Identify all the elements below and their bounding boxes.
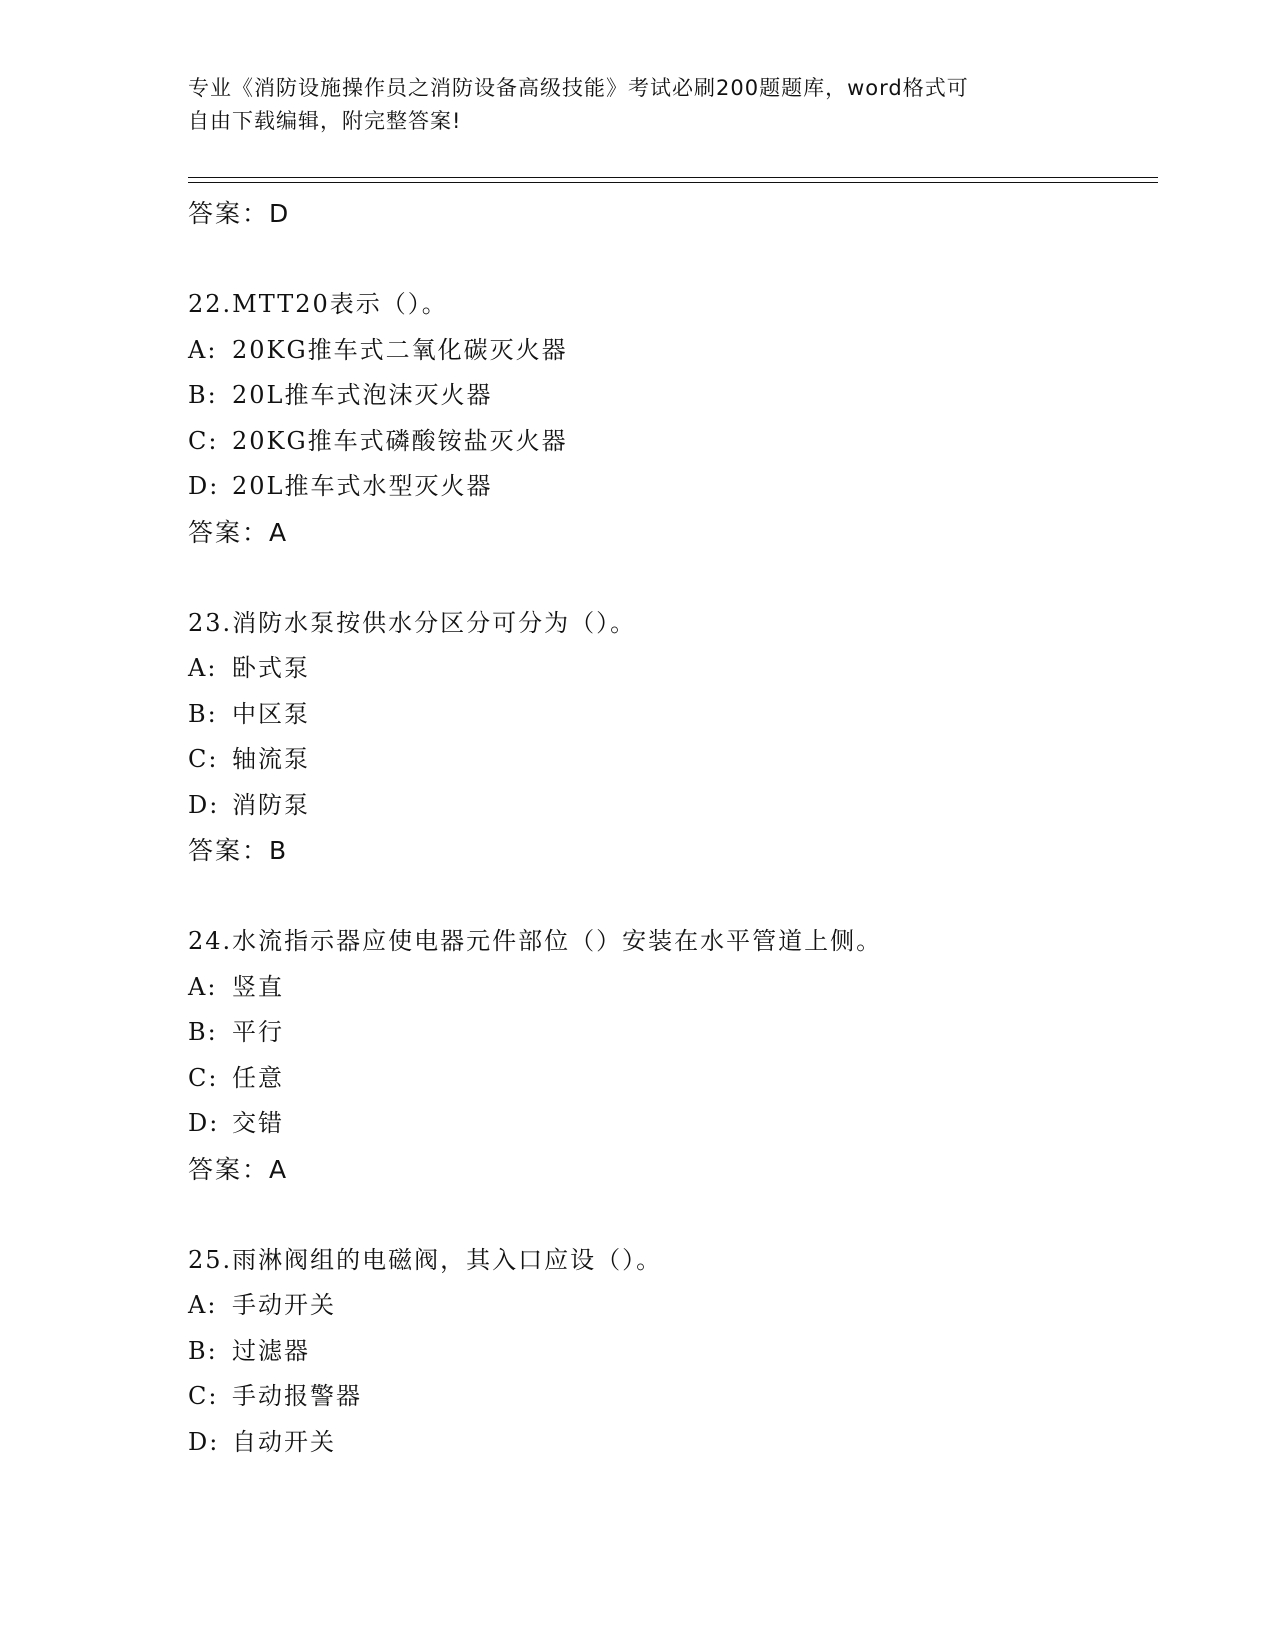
question-stem: 25.雨淋阀组的电磁阀，其入口应设（）。 <box>188 1245 663 1274</box>
document-header <box>188 72 1088 138</box>
option-text: 中区泵 <box>232 699 310 728</box>
question-block <box>188 282 1168 555</box>
option-prefix: C: <box>188 1382 219 1410</box>
question-stem: 22.MTT20表示（）。 <box>188 290 448 318</box>
spacer <box>188 1192 1168 1238</box>
spacer <box>188 874 1168 920</box>
option-text: 自动开关 <box>232 1427 336 1456</box>
option-text: 手动开关 <box>232 1291 336 1319</box>
option-a <box>188 328 1168 374</box>
option-text: 竖直 <box>232 972 284 1001</box>
question-block <box>188 1238 1168 1466</box>
option-prefix: C: <box>188 745 219 773</box>
option-text: 20L推车式泡沫灭火器 <box>232 381 493 409</box>
question-stem: 24.水流指示器应使电器元件部位（）安装在水平管道上侧。 <box>188 927 883 955</box>
option-prefix: A: <box>188 1291 218 1319</box>
option-prefix: B: <box>188 381 218 409</box>
option-prefix: C: <box>188 426 219 455</box>
option-prefix: C: <box>188 1063 219 1092</box>
header-line-1: 专业《消防设施操作员之消防设备高级技能》考试必刷200题题库，word格式可 <box>188 76 969 100</box>
option-d <box>188 1101 1168 1147</box>
option-text: 轴流泵 <box>232 745 310 773</box>
option-text: 过滤器 <box>232 1336 310 1365</box>
option-d <box>188 1420 1168 1466</box>
option-a <box>188 1283 1168 1329</box>
option-c <box>188 419 1168 465</box>
option-d <box>188 783 1168 829</box>
answer-line: 答案：A <box>188 1154 289 1184</box>
option-b <box>188 1329 1168 1375</box>
option-text: 平行 <box>232 1018 284 1046</box>
header-divider-bottom <box>188 182 1158 183</box>
option-c <box>188 737 1168 783</box>
option-b <box>188 1010 1168 1056</box>
option-prefix: B: <box>188 1018 218 1046</box>
answer-line: 答案：B <box>188 836 289 865</box>
option-a <box>188 965 1168 1011</box>
option-a <box>188 646 1168 692</box>
option-text: 20KG推车式磷酸铵盐灭火器 <box>232 426 568 455</box>
question-block <box>188 919 1168 1192</box>
option-text: 卧式泵 <box>232 654 310 682</box>
header-divider-top <box>188 177 1158 178</box>
option-prefix: D: <box>188 790 220 819</box>
header-line-2: 自由下载编辑，附完整答案! <box>188 109 462 133</box>
option-text: 20L推车式水型灭火器 <box>232 472 493 500</box>
option-prefix: A: <box>188 972 218 1001</box>
option-text: 消防泵 <box>232 790 310 819</box>
option-prefix: D: <box>188 472 220 500</box>
spacer <box>188 555 1168 601</box>
option-text: 20KG推车式二氧化碳灭火器 <box>232 335 568 364</box>
option-prefix: D: <box>188 1427 220 1456</box>
option-b <box>188 373 1168 419</box>
spacer <box>188 237 1168 283</box>
option-text: 任意 <box>232 1063 284 1092</box>
option-prefix: A: <box>188 654 218 682</box>
previous-answer: 答案：D <box>188 199 291 228</box>
question-stem: 23.消防水泵按供水分区分可分为（）。 <box>188 608 637 637</box>
option-prefix: B: <box>188 1336 218 1365</box>
option-text: 手动报警器 <box>232 1382 362 1410</box>
question-block <box>188 601 1168 874</box>
option-d <box>188 464 1168 510</box>
option-c <box>188 1374 1168 1420</box>
option-prefix: B: <box>188 699 218 728</box>
option-c <box>188 1056 1168 1102</box>
question-list <box>188 191 1168 1465</box>
option-b <box>188 692 1168 738</box>
option-prefix: A: <box>188 335 218 364</box>
option-text: 交错 <box>232 1109 284 1137</box>
option-prefix: D: <box>188 1109 220 1137</box>
answer-line: 答案：A <box>188 517 289 547</box>
